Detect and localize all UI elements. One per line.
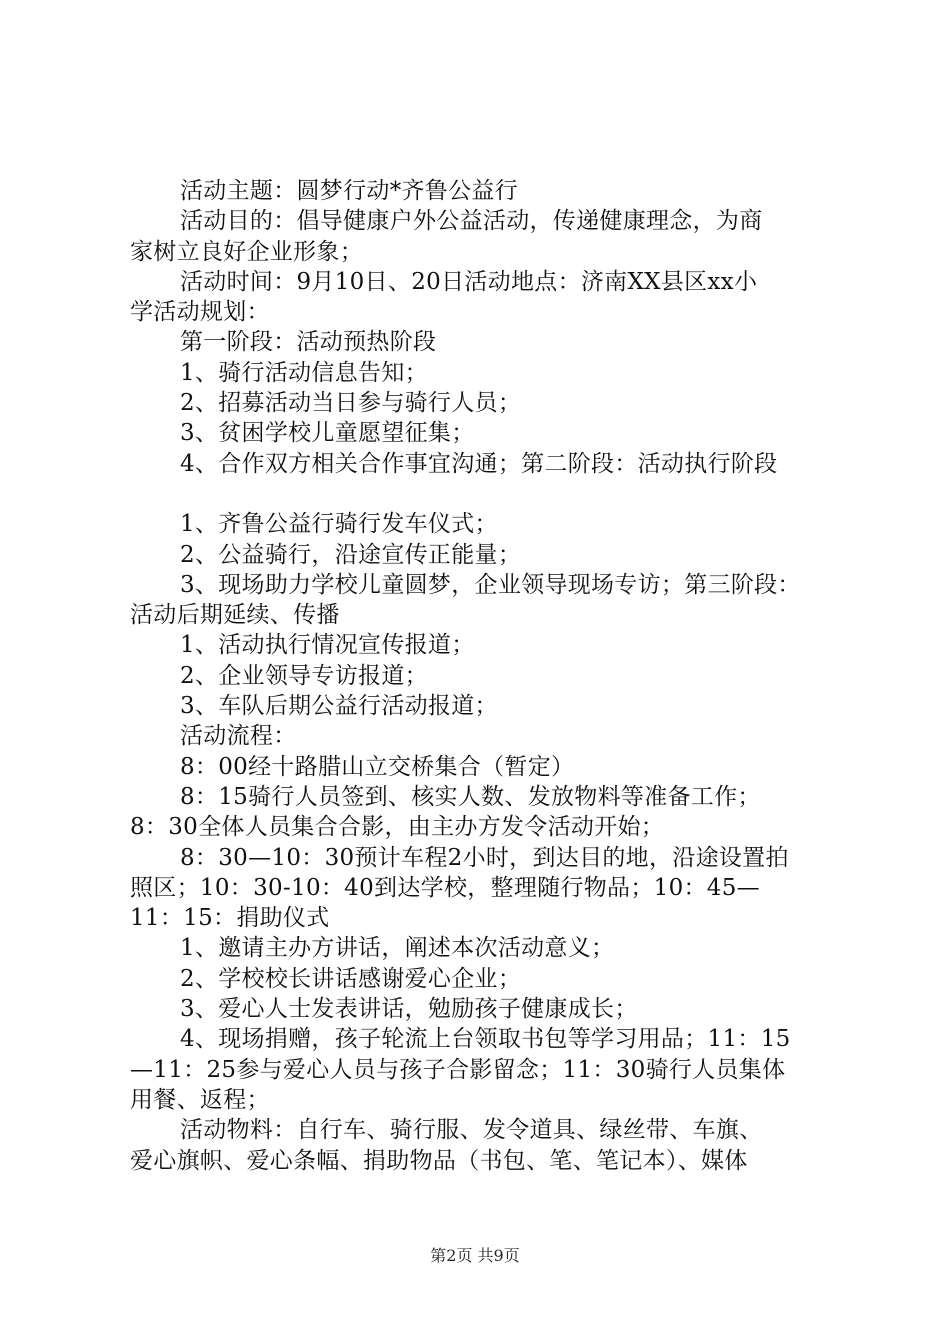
text-line: —11：25参与爱心人员与孩子合影留念；11：30骑行人员集体 bbox=[130, 1056, 786, 1083]
text-line: 活动时间：9月10日、20日活动地点：济南XX县区xx小 bbox=[180, 268, 758, 295]
text-line: 照区；10：30-10：40到达学校，整理随行物品；10：45— bbox=[130, 874, 760, 901]
text-line: 活动流程： bbox=[180, 723, 297, 750]
text-line: 2、企业领导专访报道； bbox=[180, 662, 428, 689]
text-line: 1、活动执行情况宣传报道； bbox=[180, 632, 475, 659]
text-line: 2、公益骑行，沿途宣传正能量； bbox=[180, 541, 522, 568]
text-line: 爱心旗帜、爱心条幅、捐助物品（书包、笔、笔记本）、媒体 bbox=[130, 1147, 748, 1174]
blank-line bbox=[130, 479, 842, 509]
text-line: 3、现场助力学校儿童圆梦，企业领导现场专访；第三阶段： bbox=[180, 571, 801, 598]
text-line: 2、招募活动当日参与骑行人员； bbox=[180, 390, 522, 417]
text-line: 8：15骑行人员签到、核实人数、发放物料等准备工作； bbox=[180, 783, 761, 810]
text-line: 3、爱心人士发表讲话，勉励孩子健康成长； bbox=[180, 996, 638, 1023]
page-footer: 第2页 共9页 bbox=[430, 1246, 520, 1265]
text-line: 用餐、返程； bbox=[130, 1086, 270, 1113]
text-line: 1、骑行活动信息告知； bbox=[180, 359, 428, 386]
text-line: 第一阶段：活动预热阶段 bbox=[180, 329, 437, 356]
text-line: 8：00经十路腊山立交桥集合（暂定） bbox=[180, 753, 575, 780]
document-body bbox=[130, 176, 842, 1176]
text-line: 家树立良好企业形象； bbox=[130, 238, 363, 265]
text-line: 活动目的：倡导健康户外公益活动，传递健康理念，为商 bbox=[180, 208, 763, 235]
text-line: 3、贫困学校儿童愿望征集； bbox=[180, 420, 475, 447]
text-line: 4、合作双方相关合作事宜沟通；第二阶段：活动执行阶段 bbox=[180, 450, 778, 477]
text-line: 2、学校校长讲话感谢爱心企业； bbox=[180, 965, 522, 992]
text-line: 8：30全体人员集合合影，由主办方发令活动开始； bbox=[130, 814, 665, 841]
text-line: 8：30—10：30预计车程2小时，到达目的地，沿途设置拍 bbox=[180, 844, 789, 871]
text-line: 4、现场捐赠，孩子轮流上台领取书包等学习用品；11：15 bbox=[180, 1026, 791, 1053]
text-line: 活动后期延续、传播 bbox=[130, 602, 340, 629]
text-line: 1、邀请主办方讲话，阐述本次活动意义； bbox=[180, 935, 615, 962]
text-line: 活动主题：圆梦行动*齐鲁公益行 bbox=[180, 178, 518, 204]
text-line: 活动物料：自行车、骑行服、发令道具、绿丝带、车旗、 bbox=[180, 1117, 763, 1144]
text-line: 1、齐鲁公益行骑行发车仪式； bbox=[180, 511, 498, 538]
text-line: 11：15：捐助仪式 bbox=[130, 905, 330, 932]
text-line: 3、车队后期公益行活动报道； bbox=[180, 693, 498, 720]
text-line: 学活动规划： bbox=[130, 299, 270, 326]
